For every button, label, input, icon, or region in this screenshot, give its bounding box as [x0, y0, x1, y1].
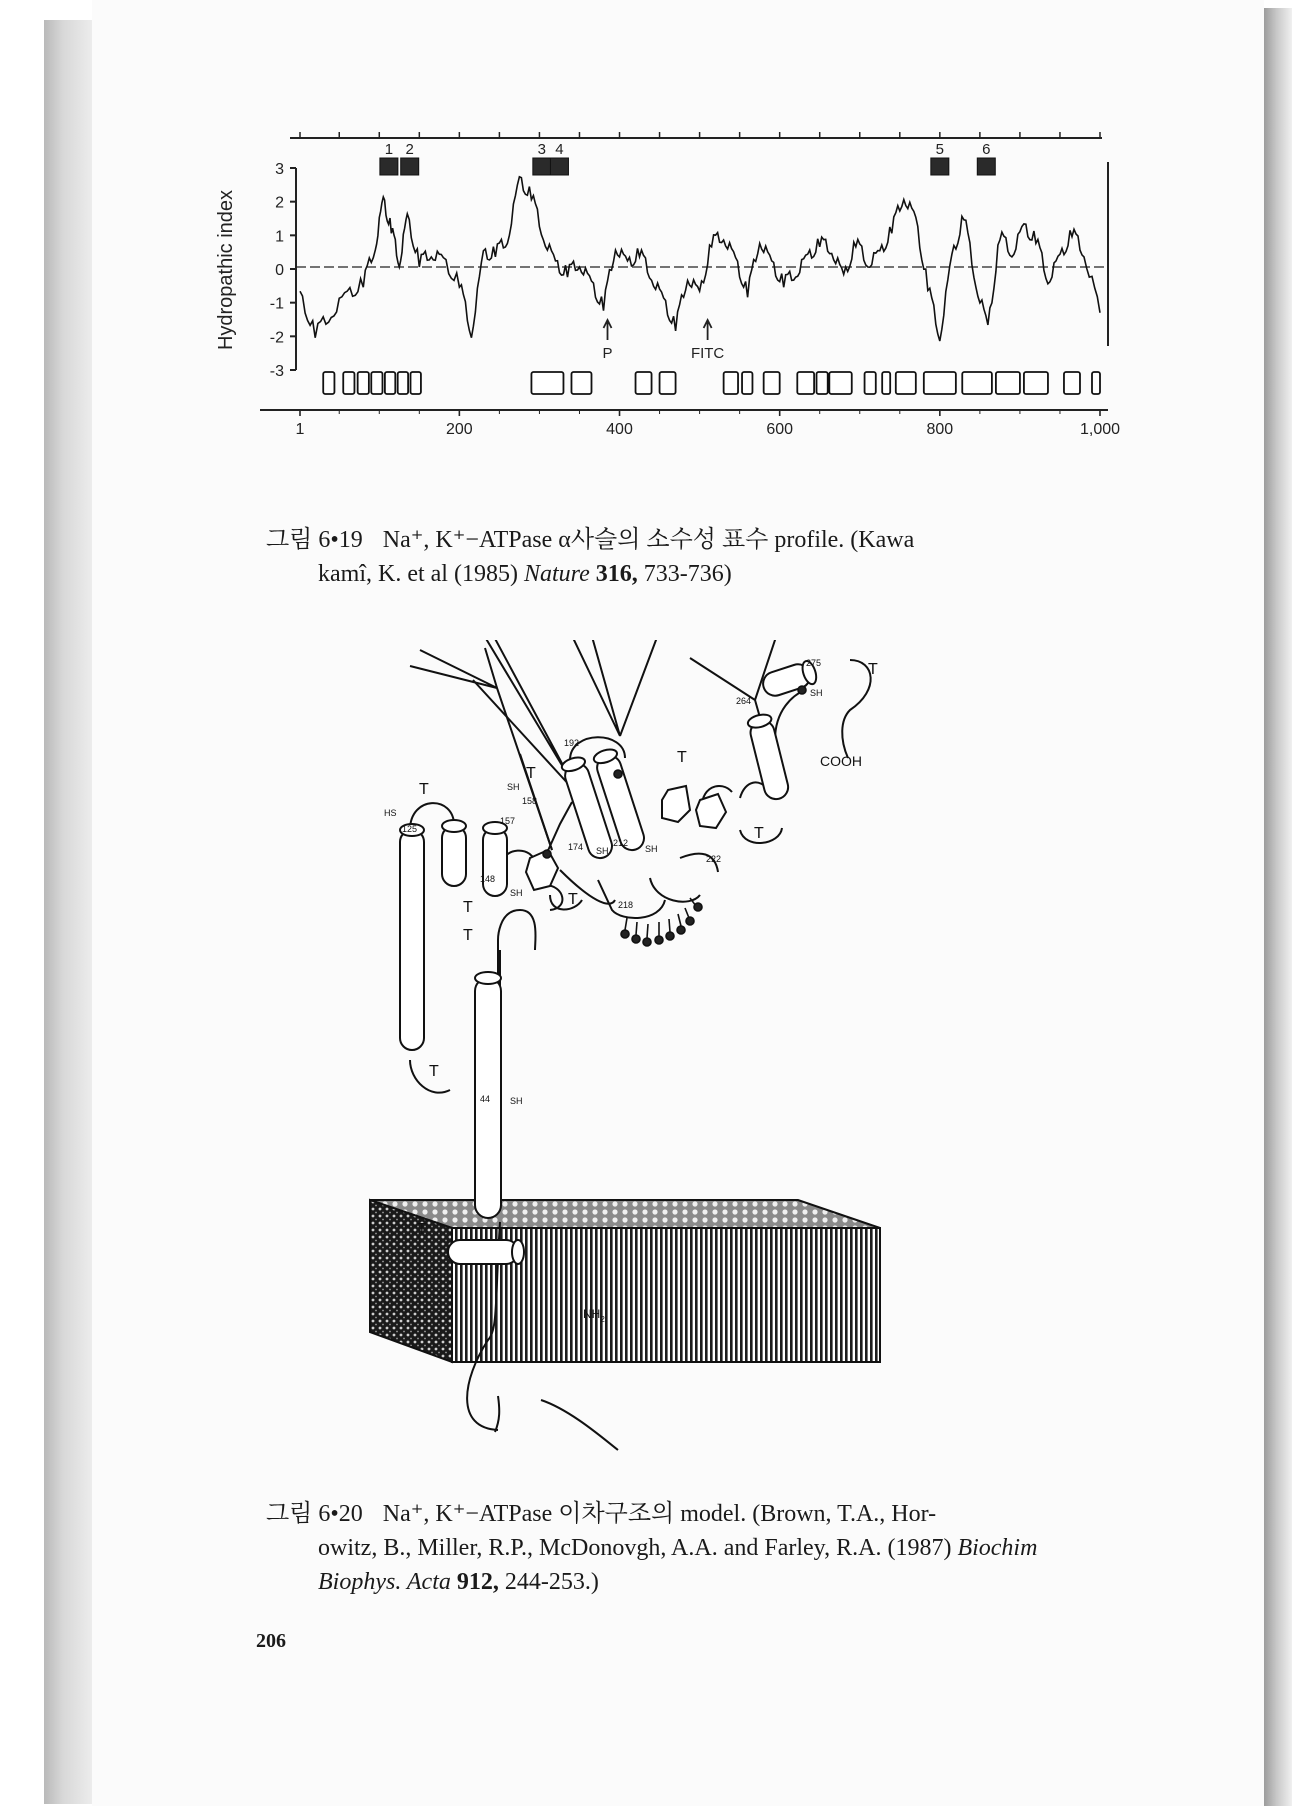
turn-label: T [677, 749, 687, 766]
page-number: 206 [256, 1630, 286, 1652]
y-tick-label: -3 [269, 363, 284, 380]
hydrophobic-box [1024, 372, 1048, 394]
hydrophobic-box [1064, 372, 1080, 394]
atpase-secondary-structure-model [350, 640, 1050, 1480]
sh-label: HS [384, 808, 397, 818]
hydrophobic-box [531, 372, 563, 394]
hydrophobic-box [896, 372, 916, 394]
y-tick-label: 3 [275, 161, 284, 178]
turn-label: T [754, 825, 764, 842]
figure-6-20-journal-part2: Biophys. Acta [318, 1569, 451, 1595]
hydrophobic-box [996, 372, 1020, 394]
hydrophobic-box [411, 372, 421, 394]
segment-number: 2 [405, 141, 414, 158]
site-markers [602, 320, 724, 362]
residue-number: 174 [568, 842, 584, 852]
sh-label: SH [510, 888, 523, 898]
hydrophobic-box [358, 372, 369, 394]
figure-6-19-caption [266, 523, 914, 591]
y-tick-label: -2 [269, 329, 284, 347]
turn-label: T [463, 899, 473, 916]
figure-6-20-label: 그림 6•20 [266, 1501, 363, 1527]
x-tick-label: 400 [606, 421, 633, 438]
membrane-block [370, 1200, 880, 1362]
hydrophobic-box [817, 372, 828, 394]
figure-6-19-caption-line2: kamî, K. et al (1985) [318, 561, 524, 587]
transmembrane-segment-markers [380, 141, 995, 175]
hydrophobic-box [865, 372, 876, 394]
hydropathy-series-line [300, 177, 1100, 341]
figure-6-19-caption-line2-wrap [266, 557, 914, 591]
n-terminus-text: NH [583, 1307, 601, 1321]
figure-6-20-caption-line2: owitz, B., Miller, R.P., McDonovgh, A.A. and Farley, R.A. (1987) [318, 1535, 958, 1561]
hydrophobic-box [829, 372, 851, 394]
residue-number: 192 [564, 738, 580, 748]
segment-number: 1 [384, 141, 394, 158]
figure-6-20-pages: 244-253.) [498, 1569, 599, 1595]
turn-label: T [429, 1063, 439, 1080]
sh-label: SH [810, 688, 823, 698]
site-arrow [704, 320, 712, 340]
hydrophobic-box [571, 372, 591, 394]
figure-6-20-caption-line1: Na⁺, K⁺−ATPase 이차구조의 model. (Brown, T.A., Hor- [382, 1501, 937, 1527]
hydrophobic-box [398, 372, 408, 394]
residue-number: 212 [613, 838, 629, 848]
residue-number: 158 [522, 796, 538, 806]
y-tick-label: 0 [275, 262, 284, 279]
y-axis-label: Hydropathic index [215, 189, 237, 351]
figure-6-20-volume: 912, [450, 1569, 499, 1595]
sh-label: SH [596, 846, 609, 856]
hydrophobic-box [724, 372, 738, 394]
residue-number: 275 [806, 658, 822, 668]
x-tick-label: 200 [446, 421, 473, 438]
hydrophobic-box [742, 372, 752, 394]
residue-number: 218 [618, 900, 634, 910]
turn-label: T [417, 1221, 427, 1238]
sh-label: SH [510, 1096, 523, 1106]
figure-6-20-caption-line3-wrap [266, 1565, 1037, 1599]
hydrophobic-box [797, 372, 814, 394]
y-tick-label: 2 [275, 194, 284, 212]
site-label: P [602, 345, 613, 362]
site-label: FITC [690, 345, 725, 362]
x-tick-label: 600 [766, 421, 794, 438]
hydrophobic-box [882, 372, 890, 394]
figure-6-20-caption [266, 1497, 1037, 1599]
segment-box [533, 158, 551, 175]
residue-number: 44 [480, 1094, 491, 1104]
figure-6-19-journal: Nature [523, 561, 590, 587]
residue-number: 157 [500, 816, 516, 826]
y-axis-ticks [270, 161, 296, 380]
segment-number: 3 [537, 141, 547, 158]
top-scale [290, 132, 1102, 138]
turn-label: T [868, 661, 878, 678]
turn-label: T [526, 765, 536, 782]
figure-6-20-journal-part1: Biochim [957, 1535, 1038, 1561]
segment-box [380, 158, 398, 175]
sh-label: SH [507, 782, 520, 792]
hydrophobic-box [371, 372, 382, 394]
figure-6-19-label: 그림 6•19 [266, 527, 363, 553]
figure-6-19-pages: 733-736) [637, 561, 732, 587]
x-tick-label: 1,000 [1079, 421, 1121, 438]
turn-label: T [419, 781, 429, 798]
figure-6-19-volume: 316, [589, 561, 638, 587]
book-page-edge [1264, 8, 1292, 1806]
book-spine [44, 20, 93, 1804]
hydrophobic-box [962, 372, 992, 394]
hydrophobic-box [660, 372, 676, 394]
segment-box [977, 158, 995, 175]
segment-box [401, 158, 419, 175]
hydrophobic-box [636, 372, 652, 394]
turn-label: T [568, 891, 578, 908]
y-tick-label: 1 [275, 228, 284, 246]
hydrophobic-box [323, 372, 334, 394]
figure-6-20-caption-line2-wrap [266, 1531, 1037, 1565]
x-tick-label: 1 [295, 421, 305, 438]
segment-number: 6 [982, 141, 991, 158]
sh-label: SH [645, 844, 658, 854]
hydrophobic-box [924, 372, 956, 394]
turn-label: T [463, 927, 473, 944]
residue-number: 125 [402, 824, 418, 834]
segment-number: 4 [555, 141, 564, 158]
hydrophobic-box [1092, 372, 1100, 394]
residue-number: 148 [480, 874, 496, 884]
hydrophobic-box [764, 372, 780, 394]
hydrophobic-box [385, 372, 395, 394]
hydrophobic-box [343, 372, 354, 394]
helix-cylinders [400, 658, 822, 1264]
site-arrow [604, 320, 612, 340]
hydrophobic-region-boxes [323, 372, 1100, 394]
figure-6-19-caption-line1: Na⁺, K⁺−ATPase α사슬의 소수성 표수 profile. (Kawa [382, 527, 915, 553]
segment-number: 5 [935, 141, 945, 158]
x-tick-label: 800 [926, 421, 954, 438]
y-tick-label: -1 [269, 295, 284, 313]
hydropathy-axes [296, 162, 1108, 370]
x-axis-ticks [296, 410, 1121, 438]
n-terminus-subscript: 2 [600, 1315, 605, 1324]
segment-box [550, 158, 568, 175]
residue-number: 222 [706, 854, 722, 864]
segment-box [931, 158, 949, 175]
c-terminus-label: COOH [820, 753, 862, 769]
hydropathy-chart [200, 110, 1130, 510]
residue-number: 264 [736, 696, 752, 706]
